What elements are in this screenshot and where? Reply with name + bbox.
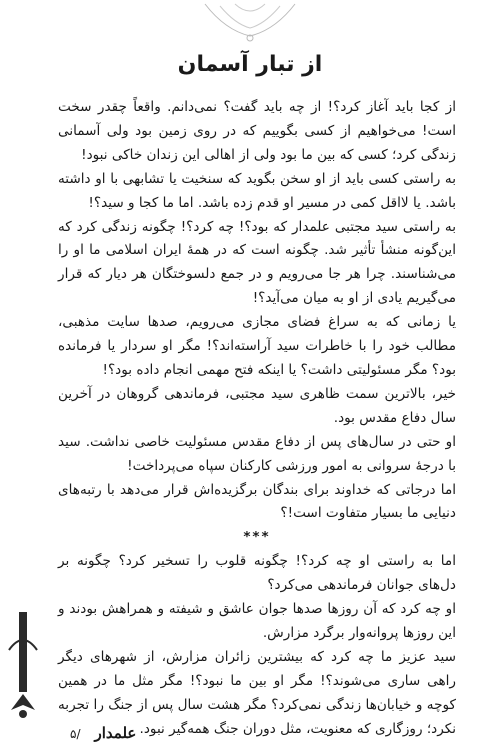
page-title: از تبار آسمان [177, 52, 323, 77]
page-number: ۵/ [70, 727, 81, 741]
paragraph: از کجا باید آغاز کرد؟! از چه باید گفت؟ نمی‌دانم. واقعاً چقدر سخت است! می‌خواهیم از کسی بگوییم که در روی زمین بود ولی آسمانی زندگی کرد؛ کسی که بین ما بود ولی از اهالی این زندان خاکی نبود! [58, 99, 456, 163]
section-separator: *** [243, 529, 271, 546]
paragraph: به راستی سید مجتبی علمدار که بود؟! چه کرد؟! چگونه زندگی کرد که این‌گونه منشأ تأثیر شد. چگونه است که در همهٔ ایران اسلامی ما او را می‌شناسند. چرا هر جا می‌رویم و در جمع دلسوختگان هر دیار که قرار می‌گیریم یادی از او به میان می‌آید؟! [58, 218, 456, 307]
book-brand: علمدار [94, 724, 137, 742]
paragraph: سید عزیز ما چه کرد که بیشترین زائران مزارش، از شهرهای دیگر راهی ساری می‌شوند؟! مگر او بین ما نبود؟! مگر مثل ما در همین کوچه و خیابان‌ها زندگی نمی‌کرد؟ مگر هشت سال پس از جنگ را تجربه نکرد؛ روزگاری که معنویت، مثل دوران جنگ همه‌گیر نبود. [58, 648, 456, 737]
paragraph: او حتی در سال‌های پس از دفاع مقدس مسئولیت خاصی نداشت. سید با درجهٔ سروانی به امور ورزشی کارکنان سپاه می‌پرداخت! [58, 433, 456, 474]
paragraph: به راستی کسی باید از او سخن بگوید که سنخیت یا تشابهی با او داشته باشد. یا لااقل کمی در مسیر او قدم زده باشد. اما ما کجا و سید؟! [58, 170, 456, 211]
paragraph: اما به راستی او چه کرد؟! چگونه قلوب را تسخیر کرد؟ چگونه بر دل‌های جوانان فرماندهی می‌کرد؟ [58, 553, 456, 594]
paragraph: اما درجاتی که خداوند برای بندگان برگزیده‌اش قرار می‌دهد با رتبه‌های دنیایی ما بسیار متفاوت است!؟ [58, 481, 456, 522]
top-ornament [195, 0, 305, 44]
body-text [58, 96, 456, 741]
page-footer [70, 724, 136, 742]
publisher-logo-icon [6, 610, 40, 720]
paragraph: یا زمانی که به سراغ فضای مجازی می‌رویم، صدها سایت مذهبی، مطالب خود را با خاطرات سید آراسته‌اند؟! مگر او سردار یا فرمانده بود؟ مگر مسئولیتی داشت؟ یا اینکه فتح مهمی انجام داده بود؟! [58, 314, 456, 378]
paragraph: او چه کرد که آن روزها صدها جوان عاشق و شیفته و همراهش بودند و این روزها پروانه‌وار برگرد مزارش. [58, 601, 456, 641]
paragraph: خیر، بالاترین سمت ظاهری سید مجتبی، فرماندهی گروهان در آخرین سال دفاع مقدس بود. [58, 385, 456, 426]
